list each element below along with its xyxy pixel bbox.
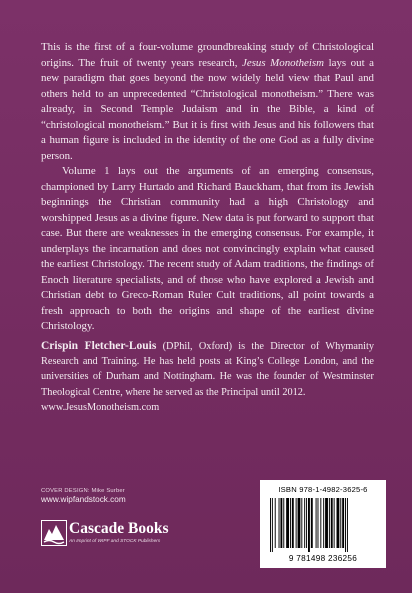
barcode-bar: [340, 498, 341, 548]
barcode-bar: [318, 498, 319, 548]
publisher-imprint: An Imprint of WIPF and STOCK Publishers: [69, 539, 161, 544]
barcode-bar: [272, 498, 273, 552]
barcode-bar: [306, 498, 307, 548]
blurb-paragraph-2: Volume 1 lays out the arguments of an emerging consensus, championed by Larry Hurtado and Richard Bauckham, that from its Jewish beginnings the Christian community had a high Christology and worshipped Jesus as a divine figure. New data is put forward to support that case. But there are weaknesses in the emerging consensus. For example, it underplays the incarnation and does not convincingly explain what caused the earliest Christology. The recent study of Adam traditions, the findings of Enoch literature specialists, and of those who have explored a Jewish and Christian debt to Greco-Roman Ruler Cult traditions, all point towards a fresh approach to both the origins and shape of the earliest divine Christology.: [41, 165, 374, 332]
publisher-url: www.wipfandstock.com: [41, 495, 126, 504]
author-website: www.JesusMonotheism.com: [41, 401, 160, 413]
barcode-bar: [304, 498, 305, 548]
publisher-name: Cascade Books: [69, 520, 169, 537]
barcode-bar: [275, 498, 276, 548]
barcode-bar: [290, 498, 291, 548]
cover-design-credit: COVER DESIGN: Mike Surber: [41, 488, 125, 494]
blurb: [41, 40, 374, 335]
barcode-bar: [325, 498, 328, 548]
barcode-bar: [347, 498, 348, 552]
blurb-paragraph-1: This is the first of a four-volume groundbreaking study of Christological origins. The fruit of twenty years research, Jesus Monotheism lays out a new paradigm that goes beyond the now widely held view that Paul and others held to an unprecedented “Christological monotheism.” There was already, in Second Temple Judaism and in the Bible, a kind of “christological monotheism.” But it is first with Jesus and his followers that a human figure is included in the identity of the one God as a fully divine person.: [41, 41, 374, 162]
barcode-bar: [283, 498, 284, 548]
barcode-bar: [296, 498, 297, 548]
barcode-bar: [280, 498, 282, 548]
barcode-bar: [342, 498, 344, 548]
isbn-barcode: [260, 480, 386, 568]
barcode-bar: [308, 498, 310, 552]
barcode-bar: [331, 498, 333, 548]
cascade-logo-icon: [41, 520, 67, 546]
barcode-bar: [316, 498, 317, 548]
barcode-bar: [298, 498, 301, 548]
barcode-bar: [345, 498, 346, 552]
barcode-bar: [323, 498, 324, 548]
barcode-bar: [292, 498, 294, 548]
author-name: Crispin Fletcher-Louis: [41, 340, 157, 352]
barcode-bar: [270, 498, 271, 552]
barcode-bar: [301, 498, 302, 548]
isbn-number: ISBN 978-1-4982-3625-6: [278, 485, 368, 494]
book-title: Jesus Monotheism: [242, 56, 325, 69]
barcode-bar: [337, 498, 340, 548]
barcode-bar: [286, 498, 289, 548]
barcode-digits: 9 781498 236256: [288, 554, 358, 563]
barcode-icon: [268, 498, 378, 552]
publisher-logo: [41, 519, 191, 549]
barcode-bar: [279, 498, 280, 548]
barcode-bar: [320, 498, 321, 548]
author-bio: [41, 339, 374, 415]
barcode-bar: [311, 498, 313, 548]
credits: [41, 487, 126, 505]
barcode-bar: [334, 498, 335, 548]
author-bio-text: (DPhil, Oxford) is the Director of Whymanity Research and Training. He has held posts at King’s College London, and the universities of Durham and Nottingham. He was the founder of Westminster Theological Centre, where he served as the Principal until 2012.: [41, 341, 374, 398]
barcode-bar: [329, 498, 330, 548]
